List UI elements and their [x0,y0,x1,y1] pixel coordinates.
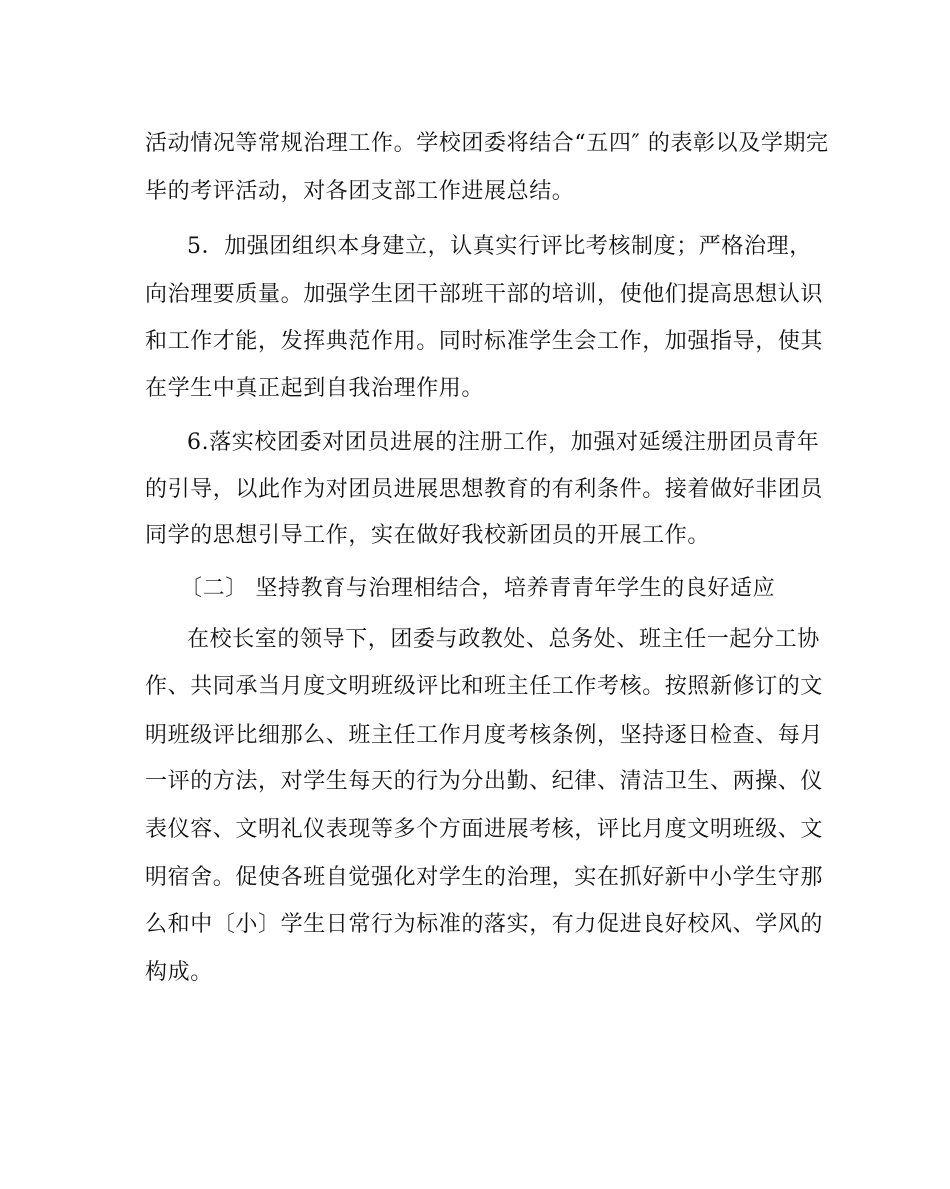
text-line: 作、共同承当月度文明班级评比和班主任工作考核。按照新修订的文 [145,674,824,699]
text-line: 毕的考评活动，对各团支部工作进展总结。 [145,179,575,204]
text-line: 表仪容、文明礼仪表现等多个方面进展考核，评比月度文明班级、文 [145,817,824,842]
section-heading: 〔二〕 坚持教育与治理相结合，培养青青年学生的良好适应 [180,576,776,601]
text-line: 么和中〔小〕学生日常行为标准的落实，有力促进良好校风、学风的 [145,912,824,937]
text-line: 活动情况等常规治理工作。学校团委将结合“五四″ 的表彰以及学期完 [145,131,829,156]
text-line: 在校长室的领导下，团委与政教处、总务处、班主任一起分工协 [187,627,820,652]
text-line: 明班级评比细那么、班主任工作月度考核条例，坚持逐日检查、每月 [145,723,824,748]
text-line: 5．加强团组织本身建立，认真实行评比考核制度；严格治理， [187,234,812,259]
text-line: 构成。 [145,960,213,985]
text-line: 一评的方法，对学生每天的行为分出勤、纪律、清洁卫生、两操、仪 [145,769,824,794]
text-line: 和工作才能，发挥典范作用。同时标准学生会工作，加强指导，使其 [145,329,824,354]
text-line: 明宿舍。促使各班自觉强化对学生的治理，实在抓好新中小学生守那 [145,865,824,890]
text-line: 在学生中真正起到自我治理作用。 [145,376,485,401]
text-line: 的引导，以此作为对团员进展思想教育的有利条件。接着做好非团员 [145,477,824,502]
text-line: 向治理要质量。加强学生团干部班干部的培训，使他们提高思想认识 [145,282,824,307]
text-line: 同学的思想引导工作，实在做好我校新团员的开展工作。 [145,523,711,548]
text-line: 6.落实校团委对团员进展的注册工作，加强对延缓注册团员青年 [187,430,820,455]
